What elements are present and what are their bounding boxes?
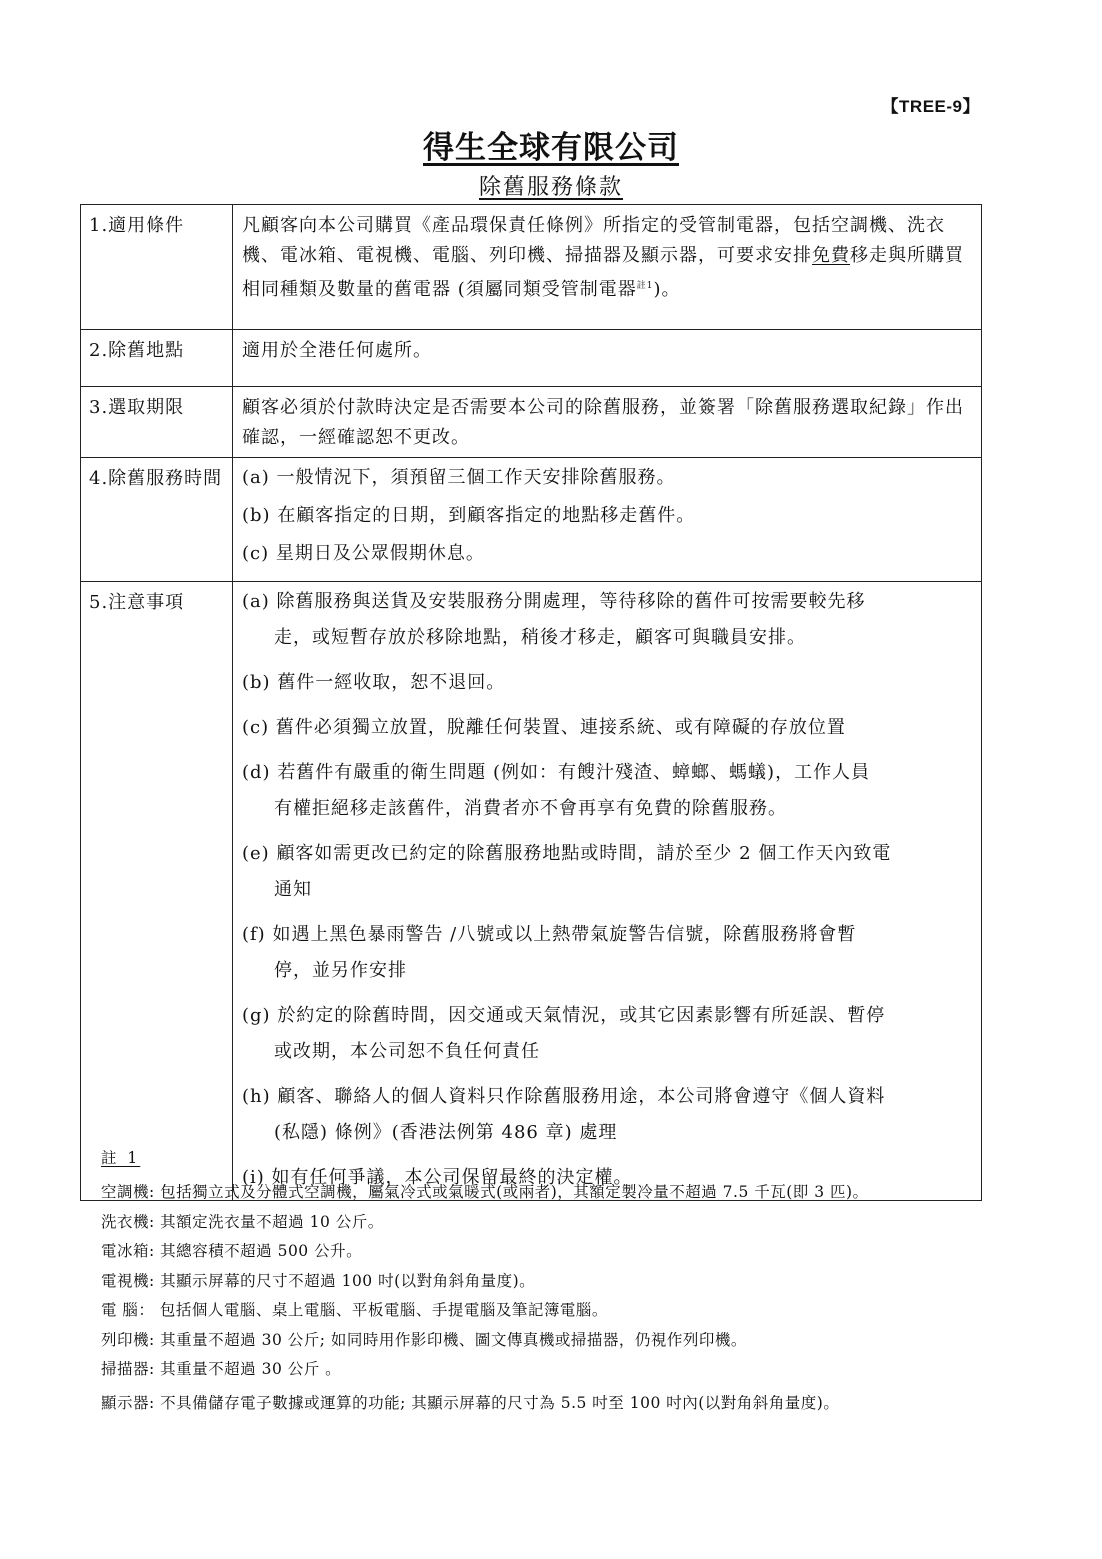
footnote-line: 顯示器: 不具備儲存電子數據或運算的功能; 其顯示屏幕的尺寸為 5.5 吋至 100 吋內(以對角斜角量度)。 — [101, 1393, 840, 1412]
list-item — [242, 836, 973, 908]
item-marker: (i) — [242, 1167, 265, 1188]
item-text: 在顧客指定的日期，到顧客指定的地點移走舊件。 — [277, 505, 696, 526]
list-item — [242, 1079, 973, 1151]
list-item — [242, 584, 973, 656]
item-text: 如有任何爭議，本公司保留最終的決定權。 — [271, 1167, 633, 1188]
item-marker: (h) — [242, 1086, 271, 1107]
item-text: 顧客如需更改已約定的除舊服務地點或時間，請於至少 2 個工作天內致電 — [276, 843, 892, 864]
clause-text: 適用於全港任何處所。 — [242, 340, 432, 361]
row-content — [233, 582, 982, 1201]
clause-text: 顧客必須於付款時決定是否需要本公司的除舊服務，並簽署「除舊服務選取紀錄」作出確認，一經確認恕不更改。 — [242, 397, 964, 448]
item-marker: (c) — [242, 717, 270, 738]
item-text-continued: (私隱) 條例》(香港法例第 486 章) 處理 — [274, 1122, 618, 1143]
page-title: 得生全球有限公司 — [423, 130, 679, 166]
item-text: 於約定的除舊時間，因交通或天氣情況，或其它因素影響有所延誤、暫停 — [277, 1005, 886, 1026]
list-item — [242, 917, 973, 989]
item-text: 舊件必須獨立放置，脫離任何裝置、連接系統、或有障礙的存放位置 — [275, 717, 846, 738]
list-item — [242, 498, 973, 534]
row-label: 5.注意事項 — [81, 582, 233, 1201]
item-marker: (g) — [242, 1005, 271, 1026]
footnote-line: 電視機: 其顯示屏幕的尺寸不超過 100 吋(以對角斜角量度)。 — [101, 1271, 536, 1290]
clause-text: 凡顧客向本公司購買《產品環保責任條例》所指定的受管制電器，包括空調機、洗衣機、電冰箱、電視機、電腦、列印機、掃描器及顯示器，可要求安排 — [242, 215, 945, 266]
terms-row-notes — [81, 582, 982, 1201]
footnote-line: 列印機: 其重量不超過 30 公斤; 如同時用作影印機、圖文傳真機或掃描器，仍視作列印機。 — [101, 1330, 747, 1349]
item-marker: (e) — [242, 843, 270, 864]
document-code: 【TREE-9】 — [881, 97, 980, 116]
item-marker: (d) — [242, 762, 271, 783]
item-text-continued: 有權拒絕移走該舊件，消費者亦不會再享有免費的除舊服務。 — [274, 798, 787, 819]
item-text: 一般情況下，須預留三個工作天安排除舊服務。 — [276, 467, 676, 488]
list-item — [242, 755, 973, 827]
item-marker: (f) — [242, 924, 266, 945]
item-text-continued: 或改期，本公司恕不負任何責任 — [274, 1041, 540, 1062]
footnote-line: 洗衣機: 其額定洗衣量不超過 10 公斤。 — [101, 1212, 384, 1231]
item-marker: (a) — [242, 591, 270, 612]
item-text: 星期日及公眾假期休息。 — [275, 543, 485, 564]
row-content — [233, 387, 982, 458]
row-label: 2.除舊地點 — [81, 330, 233, 387]
item-text-continued: 停，並另作安排 — [274, 960, 407, 981]
footnote-line: 掃描器: 其重量不超過 30 公斤 。 — [101, 1360, 342, 1378]
list-item — [242, 460, 973, 496]
free-underlined-text: 免費 — [812, 245, 850, 266]
footnote-marker: 註1 — [636, 281, 654, 291]
item-marker: (b) — [242, 505, 271, 526]
clause-text: 移走與所購買相同種類及數量的舊電器 (須屬同類受管制電器 — [242, 245, 964, 300]
item-text: 舊件一經收取，恕不退回。 — [277, 672, 506, 693]
list-item — [242, 665, 973, 701]
item-text: 如遇上黑色暴雨警告 /八號或以上熱帶氣旋警告信號，除舊服務將會暫 — [272, 924, 857, 945]
row-content — [233, 330, 982, 387]
terms-row-applicability — [81, 205, 982, 330]
terms-row-deadline — [81, 387, 982, 458]
row-label: 1.適用條件 — [81, 205, 233, 330]
terms-row-service-time — [81, 458, 982, 582]
item-text: 若舊件有嚴重的衛生問題 (例如：有餿汁殘渣、蟑螂、螞蟻)，工作人員 — [277, 762, 871, 783]
list-item — [242, 710, 973, 746]
footnote-line: 空調機: 包括獨立式及分體式空調機，屬氣冷式或氣暖式(或兩者)，其額定製冷量不超過 7.5 千瓦(即 3 匹)。 — [101, 1183, 869, 1201]
item-text: 顧客、聯絡人的個人資料只作除舊服務用途，本公司將會遵守《個人資料 — [277, 1086, 886, 1107]
item-marker: (a) — [242, 467, 270, 488]
item-text: 除舊服務與送貨及安裝服務分開處理，等待移除的舊件可按需要較先移 — [276, 591, 866, 612]
row-label: 4.除舊服務時間 — [81, 458, 233, 582]
footnotes — [101, 1146, 1001, 1420]
page-subtitle: 除舊服務條款 — [478, 175, 623, 200]
footnote-line: 電冰箱: 其總容積不超過 500 公升。 — [101, 1242, 363, 1260]
terms-table — [80, 204, 982, 1201]
row-label: 3.選取期限 — [81, 387, 233, 458]
list-item — [242, 998, 973, 1070]
item-text-continued: 通知 — [274, 879, 312, 900]
footnote-line: 電 腦： 包括個人電腦、桌上電腦、平板電腦、手提電腦及筆記簿電腦。 — [101, 1301, 608, 1319]
footnote-heading: 註 1 — [101, 1149, 141, 1167]
item-marker: (b) — [242, 672, 271, 693]
item-marker: (c) — [242, 543, 270, 564]
list-item — [242, 536, 973, 572]
row-content — [233, 205, 982, 330]
terms-row-location — [81, 330, 982, 387]
row-content — [233, 458, 982, 582]
clause-text: )。 — [653, 279, 681, 300]
item-text-continued: 走，或短暫存放於移除地點，稍後才移走，顧客可與職員安排。 — [274, 627, 806, 648]
